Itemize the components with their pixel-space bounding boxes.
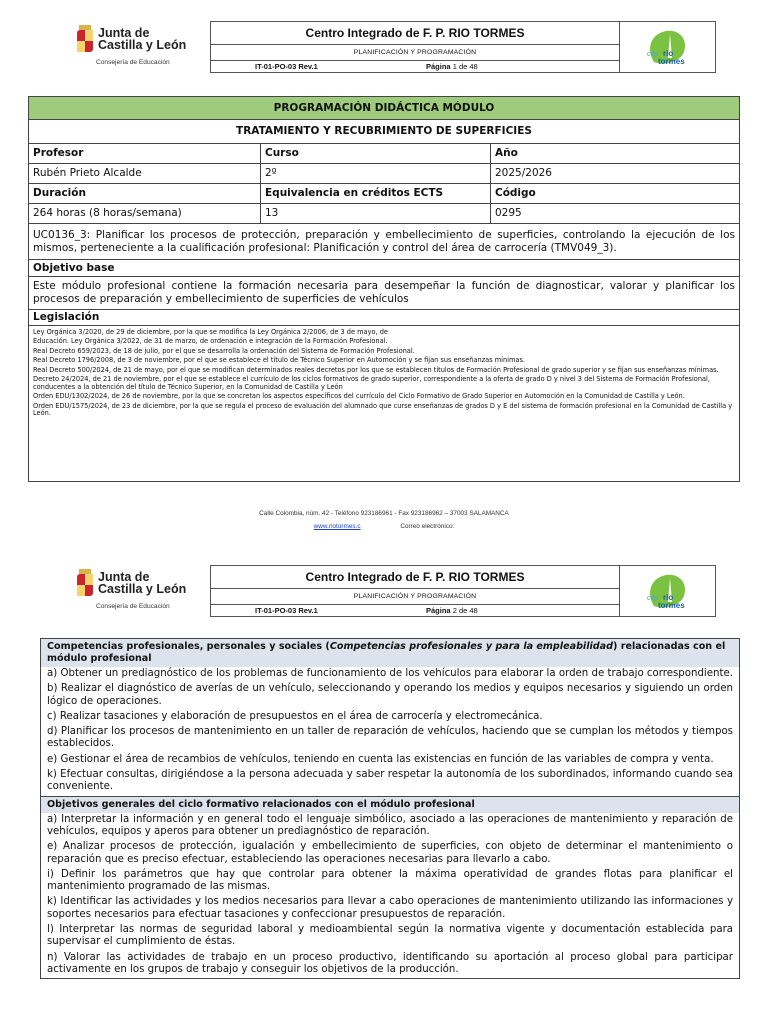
svg-text:cifp: cifp bbox=[647, 51, 658, 58]
objetivos-title: Objetivos generales del ciclo formativo relacionados con el módulo profesional bbox=[41, 796, 739, 813]
page-footer bbox=[0, 510, 768, 530]
legislation-item: Real Decreto 1796/2008, de 3 de noviembre, por el que se establece el título de Técnico Superior en Automoción y se fijan sus enseñanzas mínimas. bbox=[33, 356, 525, 365]
competencia-item: d) Planificar los procesos de mantenimiento en un taller de reparación de vehículos, haciendo que se cumplan los métodos y tiempos establecidos. bbox=[47, 726, 733, 750]
label-codigo: Código bbox=[495, 187, 536, 199]
competencia-item: k) Efectuar consultas, dirigiéndose a la persona adecuada y saber respetar la autonomía de los subordinados, informando cuando sea conveniente. bbox=[47, 769, 733, 793]
competencia-item: c) Realizar tasaciones y elaboración de presupuestos en el área de carrocería y electromecánica. bbox=[47, 710, 543, 722]
label-ects: Equivalencia en créditos ECTS bbox=[261, 184, 491, 203]
page2-header bbox=[46, 565, 716, 617]
unit-competence: UC0136_3: Planificar los procesos de protección, preparación y embellecimiento de superficies, controlando la ejecución de los mismos, perteneciente a la cualificación profesional: Planificación y control del área de carrocería (TMV049_3). bbox=[33, 228, 735, 254]
label-anio: Año bbox=[495, 147, 518, 159]
objetivo-item: a) Interpretar la información y en general todo el lenguaje simbólico, asociado a las operaciones de mantenimiento y reparación de vehículos, equipos y aperos para obtener un prediagnóstico de reparación. bbox=[47, 813, 733, 837]
objetivo-item: l) Interpretar las normas de seguridad laboral y medioambiental según la normativa vigente y documentación establecida para supervisar el cumplimiento de éstas. bbox=[47, 924, 733, 948]
footer-address: Calle Colombia, núm. 42 - Teléfono 923186961 - Fax 923186962 – 37003 SALAMANCA bbox=[259, 510, 509, 517]
org-subtitle: Consejería de Educación bbox=[96, 59, 170, 66]
legislation-item: Orden EDU/1575/2024, de 23 de diciembre, por la que se regula el proceso de evaluación del alumnado que curse enseñanzas de grados D y E del sistema de formación profesional en la Comunidad de Castilla y León. bbox=[33, 401, 733, 418]
riotormes-logo bbox=[620, 565, 716, 617]
page-number: Página 2 de 48 bbox=[426, 606, 478, 615]
value-codigo: 0295 bbox=[495, 207, 522, 219]
header-subtitle: PLANIFICACIÓN Y PROGRAMACIÓN bbox=[211, 45, 619, 61]
label-curso: Curso bbox=[261, 144, 491, 163]
org-subtitle: Consejería de Educación bbox=[96, 603, 170, 610]
objetivo-item: n) Valorar las actividades de trabajo en un proceso productivo, identificando su aportación al proceso global para participar activamente en los grupos de trabajo y conseguir los objetivos de la producción. bbox=[47, 951, 733, 975]
objetivo-text: Este módulo profesional contiene la formación necesaria para desempeñar la función de diagnosticar, valorar y planificar los procesos de preparación y embellecimiento de superficies de vehículos bbox=[33, 280, 735, 305]
label-duracion: Duración bbox=[29, 184, 261, 203]
svg-text:rio: rio bbox=[663, 49, 674, 58]
page-title: PROGRAMACIÓN DIDÁCTICA MÓDULO bbox=[29, 97, 739, 119]
legislation-item: Real Decreto 500/2024, de 21 de mayo, por el que se modifican determinados reales decretos por los que se establecen títulos de Formación Profesional de grado superior y se fijan sus enseñanzas mínimas. bbox=[33, 365, 719, 374]
module-info-table bbox=[28, 96, 740, 482]
header-subtitle: PLANIFICACIÓN Y PROGRAMACIÓN bbox=[211, 589, 619, 605]
value-profesor: Rubén Prieto Alcalde bbox=[29, 164, 261, 183]
module-name: TRATAMIENTO Y RECUBRIMIENTO DE SUPERFICIES bbox=[236, 125, 532, 137]
doc-code: IT-01-PO-03 Rev.1 bbox=[255, 62, 318, 71]
legislation-item: Ley Orgánica 3/2020, de 29 de diciembre, por la que se modifica la Ley Orgánica 2/2006, de 3 de mayo, de bbox=[33, 328, 388, 336]
center-name: Centro Integrado de F. P. RIO TORMES bbox=[211, 22, 619, 45]
svg-text:rio: rio bbox=[663, 593, 674, 602]
legislation-item: Decreto 24/2024, de 21 de noviembre, por el que se establece el currículo de los ciclos formativos de grado superior, correspondiente a la oferta de grado D y nivel 3 del Sistema de Formación Profesional, conducentes a la obtención del título de Técnico Superior, en la Comunidad de Castilla y León bbox=[33, 374, 710, 391]
riotormes-logo-icon bbox=[646, 572, 688, 610]
svg-text:cifp: cifp bbox=[647, 595, 658, 602]
junta-logo bbox=[46, 565, 210, 617]
legislacion-label: Legislación bbox=[33, 311, 100, 323]
competencia-item: a) Obtener un prediagnóstico de los problemas de funcionamiento de los vehículos para elaborar la orden de trabajo correspondiente. bbox=[47, 668, 733, 679]
objetivo-item: k) Identificar las actividades y los medios necesarios para llevar a cabo operaciones de mantenimiento utilizando las informaciones y soportes necesarios para efectuar tasaciones y confeccionar presupuestos de reparación. bbox=[47, 896, 733, 920]
objetivo-item: e) Analizar procesos de protección, igualación y embellecimiento de superficies, con objeto de determinar el mantenimiento o reparación que es preciso efectuar, estableciendo las operaciones necesarias para llevarlo a cabo. bbox=[47, 841, 733, 865]
objetivo-label: Objetivo base bbox=[33, 261, 115, 274]
competencias-list bbox=[41, 667, 739, 796]
org-name: Junta de Castilla y León bbox=[98, 26, 187, 52]
legislation-list bbox=[29, 329, 739, 420]
competencies-table bbox=[40, 638, 740, 979]
header-info bbox=[210, 21, 620, 73]
competencia-item: e) Gestionar el área de recambios de vehículos, teniendo en cuenta las existencias en función de las variables de compra y venta. bbox=[47, 753, 714, 765]
coat-of-arms-icon bbox=[76, 569, 94, 599]
riotormes-logo bbox=[620, 21, 716, 73]
page1-header bbox=[46, 21, 716, 73]
objetivo-item: i) Definir los parámetros que hay que controlar para obtener la máxima operatividad de grandes flotas para planificar el mantenimiento programado de las mismas. bbox=[47, 868, 733, 893]
legislation-item: Educación. Ley Orgánica 3/2022, de 31 de marzo, de ordenación e integración de la Formación Profesional. bbox=[33, 337, 388, 346]
value-duracion: 264 horas (8 horas/semana) bbox=[29, 204, 261, 223]
center-name: Centro Integrado de F. P. RIO TORMES bbox=[211, 566, 619, 589]
coat-of-arms-icon bbox=[76, 25, 94, 55]
page-number: Página 1 de 48 bbox=[426, 62, 478, 71]
legislation-item: Orden EDU/1302/2024, de 26 de noviembre, por la que se concretan los aspectos específicos del currículo del Ciclo Formativo de Grado Superior en Automoción en la Comunidad de Castilla y León. bbox=[33, 392, 685, 401]
legislation-item: Real Decreto 659/2023, de 18 de julio, por el que se desarrolla la ordenación del Sistema de Formación Profesional. bbox=[33, 346, 415, 355]
riotormes-logo-icon bbox=[646, 28, 688, 66]
header-info bbox=[210, 565, 620, 617]
label-profesor: Profesor bbox=[29, 144, 261, 163]
competencia-item: b) Realizar el diagnóstico de averías de un vehículo, seleccionando y operando los medios y equipos necesarios y siguiendo un orden lógico de operaciones. bbox=[47, 683, 733, 707]
website-link[interactable]: www.riotormes.c bbox=[313, 523, 361, 530]
doc-code: IT-01-PO-03 Rev.1 bbox=[255, 606, 318, 615]
value-ects: 13 bbox=[261, 204, 491, 223]
value-curso: 2º bbox=[261, 164, 491, 183]
value-anio: 2025/2026 bbox=[495, 167, 552, 179]
junta-logo bbox=[46, 21, 210, 73]
org-name: Junta de Castilla y León bbox=[98, 570, 187, 596]
competencias-title: Competencias profesionales, personales y sociales (Competencias profesionales y para la empleabilidad) relacionadas con el módulo profesional bbox=[41, 639, 739, 667]
email-label: Correo electrónico: bbox=[400, 523, 455, 530]
objetivos-list bbox=[41, 813, 739, 979]
svg-text:tormes: tormes bbox=[658, 601, 685, 610]
svg-text:tormes: tormes bbox=[658, 57, 685, 66]
